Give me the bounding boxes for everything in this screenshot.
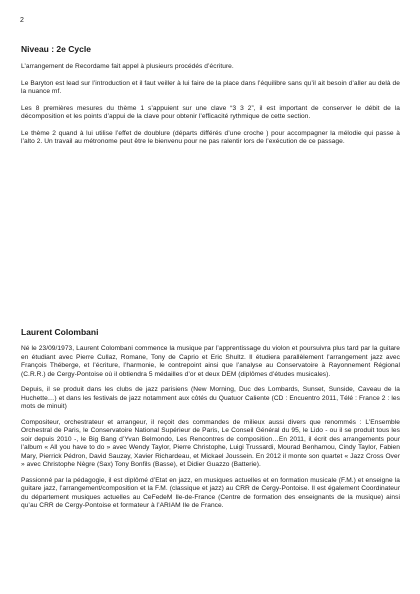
biography-heading: Laurent Colombani: [21, 327, 99, 337]
biography-paragraph: Passionné par la pédagogie, il est diplômé d’Etat en jazz, en musiques actuelles et en formation musicale (F.M.) et enseigne la guitare jazz, l’arrangement/composition et la F.M. (classique et jazz) au CRR de Cergy-Pontoise. Il est également Coordinateur du département musiques actuelles au CeFedeM Ile-de-France (Centre de formation des enseignants de la musique) ainsi qu’au CRR de Cergy-Pontoise et formateur à l’ARIAM Ile de France.: [21, 476, 400, 509]
biography-paragraph: Né le 23/09/1973, Laurent Colombani commence la musique par l’apprentissage du violon et poursuivra plus tard par la guitare en étudiant avec Pierre Cullaz, Romane, Tony de Caprio et Eric Shultz. Il étudiera parallèlement l’arrangement jazz avec François Théberge, et l’écriture, l’harmonie, le contrepoint ainsi que l’analyse au Conservatoire à Rayonnement Régional (C.R.R.) de Cergy-Pontoise où il obtiendra 5 médailles d’or et deux DEM (diplômes d’études musicales).: [21, 345, 400, 378]
page-number: 2: [20, 17, 24, 24]
level-paragraph: L’arrangement de Recordame fait appel à plusieurs procédés d’écriture.: [21, 63, 234, 70]
level-heading: Niveau : 2e Cycle: [21, 44, 91, 54]
biography-paragraph: Depuis, il se produit dans les clubs de jazz parisiens (New Morning, Duc des Lombards, Sunset, Sunside, Caveau de la Huchette…) et dans les festivals de jazz notamment aux côtés du Quatuor Caliente (CD : Encuentro 2011, Télé : France 2 : les mots de minuit): [21, 386, 400, 410]
biography-section: [21, 327, 400, 518]
level-section: [21, 44, 400, 155]
biography-paragraph: Compositeur, orchestrateur et arrangeur, il reçoit des commandes de milieux aussi divers que renommés : L’Ensemble Orchestral de Paris, le Conservatoire National Supérieur de Paris, Le Conseil Général du 95, le Lido - ou il se produit tous les soir depuis 2010 -, le Big Bang d’Yvan Belmondo, Les Rencontres de composition…En 2011, il écrit des arrangements pour l’album « All you have to do » avec Wendy Taylor, Pierre Christophe, Luigi Trussardi, Mourad Benhamou, Cindy Taylor, Fabien Mary, Pierrick Pédron, David Sauzay, Xavier Richardeau, et Mickael Joussein. En 2012 il monte son quartet « Jazz Cross Over » avec Christophe Nègre (Sax) Tony Bonfils (Basse), et Didier Guazzo (Batterie).: [21, 418, 400, 468]
level-paragraph: Le thème 2 quand à lui utilise l’effet de doublure (départs différés d’une croche ) pour accompagner la mélodie qui passe à l’alto 2. Un travail au métronome peut être le bienvenu pour ne pas ralentir lors de l’exécution de ce passage.: [21, 129, 400, 145]
level-paragraph: Les 8 premières mesures du thème 1 s’appuient sur une clave “3 3 2”, il est important de conserver le débit de la décomposition et les points d’appui de la clave pour obtenir l’efficacité rythmique de cette section.: [21, 104, 400, 120]
level-paragraph: Le Baryton est lead sur l’introduction et il faut veiller à lui faire de la place dans l’équilibre sans qu’il ait besoin d’aller au delà de la nuance mf.: [21, 79, 400, 95]
